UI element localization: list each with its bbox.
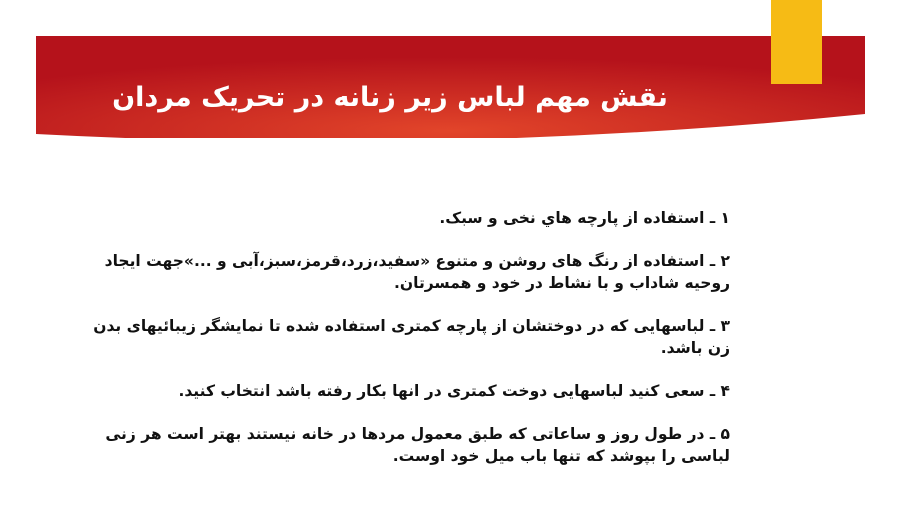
accent-bar	[771, 0, 822, 84]
bullet-list	[90, 207, 730, 488]
list-item: ۴ ـ سعی کنید لباسهایی دوخت کمتری در انها بکار رفته باشد انتخاب کنید.	[178, 382, 730, 400]
list-item: ۱ ـ استفاده از پارچه هاي نخی و سبک.	[439, 209, 730, 227]
list-item: ۲ ـ استفاده از رنگ های روشن و متنوع «سفید،زرد،قرمز،سبز،آبی و ...»جهت ایجاد روحیه شاداب و با نشاط در خود و همسرتان.	[104, 252, 730, 292]
slide-title: نقش مهم لباس زیر زنانه در تحریک مردان	[112, 82, 668, 113]
list-item: ۵ ـ در طول روز و ساعاتی که طبق معمول مردها در خانه نیستند بهتر است هر زنی لباسی را بپوشد که تنها باب میل خود اوست.	[105, 425, 730, 465]
list-item: ۳ ـ لباسهایی که در دوختشان از پارچه کمتری استفاده شده تا نمایشگر زیبائیهای بدن زن باشد.	[93, 317, 730, 357]
